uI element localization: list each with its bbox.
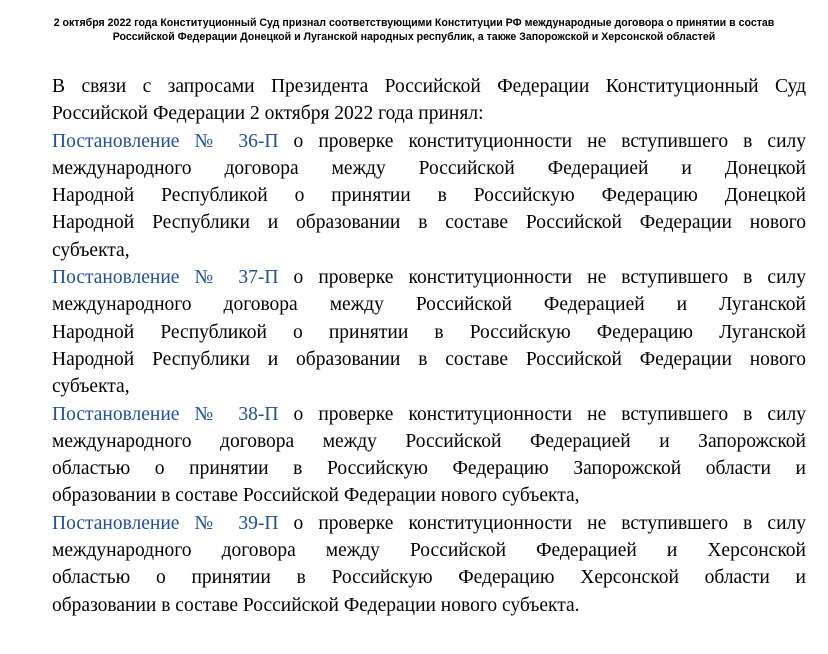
resolution-text: субъекта, bbox=[52, 239, 130, 261]
headline-line: Российской Федерации Донецкой и Луганской народных республик, а также Запорожской и Херсонской областей bbox=[112, 31, 716, 43]
resolution-text: субъекта, bbox=[52, 376, 130, 398]
resolution-text: Народной Республики и образовании в составе Российской Федерации нового bbox=[52, 348, 806, 370]
resolution-text: областью о принятии в Российскую Федерацию Запорожской области и bbox=[52, 458, 806, 480]
intro-line: Российской Федерации 2 октября 2022 года принял: bbox=[52, 103, 484, 125]
resolution-39-first-line bbox=[52, 510, 806, 537]
resolution-text: образовании в составе Российской Федерации нового субъекта, bbox=[52, 485, 580, 507]
resolution-text: Народной Республики и образовании в составе Российской Федерации нового bbox=[52, 212, 806, 234]
intro-line: В связи с запросами Президента Российской Федерации Конституционный Суд bbox=[52, 76, 806, 97]
resolution-36-link[interactable]: Постановление № 36-П bbox=[52, 130, 279, 152]
resolution-37-first-line bbox=[52, 264, 806, 291]
resolution-text: международного договора между Российской Федерацией и Запорожской bbox=[52, 430, 806, 452]
resolution-36-first-line bbox=[52, 128, 806, 155]
resolution-38-link[interactable]: Постановление № 38-П bbox=[52, 403, 279, 425]
resolution-text: областью о принятии в Российскую Федерацию Херсонской области и bbox=[52, 567, 806, 589]
resolution-text: о проверке конституционности не вступившего в силу bbox=[278, 512, 806, 534]
resolution-text: Народной Республикой о принятии в Российскую Федерацию Луганской bbox=[52, 321, 806, 343]
resolution-38-first-line bbox=[52, 401, 806, 428]
document-body bbox=[52, 73, 806, 619]
resolution-text: о проверке конституционности не вступившего в силу bbox=[278, 267, 806, 289]
resolution-text: о проверке конституционности не вступившего в силу bbox=[278, 130, 806, 152]
resolution-text: международного договора между Российской Федерацией и Херсонской bbox=[52, 540, 806, 562]
resolution-text: Народной Республикой о принятии в Российскую Федерацию Донецкой bbox=[52, 185, 806, 207]
resolution-39-link[interactable]: Постановление № 39-П bbox=[52, 512, 279, 534]
resolution-text: о проверке конституционности не вступившего в силу bbox=[278, 403, 806, 425]
resolution-text: международного договора между Российской Федерацией и Донецкой bbox=[52, 157, 806, 179]
headline-line: 2 октября 2022 года Конституционный Суд признал соответствующими Конституции РФ международные договора о принятии в состав bbox=[53, 17, 775, 29]
headline bbox=[22, 16, 806, 44]
resolution-text: образовании в составе Российской Федерации нового субъекта. bbox=[52, 594, 580, 616]
resolution-37-link[interactable]: Постановление № 37-П bbox=[52, 267, 279, 289]
resolution-text: международного договора между Российской Федерацией и Луганской bbox=[52, 294, 806, 316]
